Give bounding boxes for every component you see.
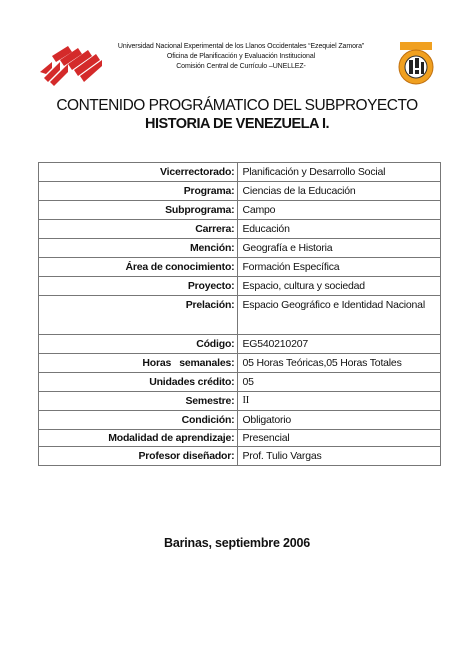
row-label: Prelación: — [39, 296, 238, 335]
row-label: Condición: — [39, 411, 238, 430]
institution-header — [110, 42, 372, 72]
header-line-3: Comisión Central de Currículo –UNELLEZ- — [176, 63, 306, 70]
row-label: Unidades crédito: — [39, 373, 238, 392]
document-title: CONTENIDO PROGRÁMATICO DEL SUBPROYECTO — [56, 97, 418, 114]
seal-top-band — [400, 42, 432, 50]
table-row — [39, 163, 441, 182]
row-value: Planificación y Desarrollo Social — [238, 163, 441, 182]
row-label: Proyecto: — [39, 277, 238, 296]
unellez-logo — [38, 42, 104, 86]
place-date: Barinas, septiembre 2006 — [164, 536, 310, 550]
row-value: Ciencias de la Educación — [238, 182, 441, 201]
header-line-1: Universidad Nacional Experimental de los Llanos Occidentales “Ezequiel Zamora” — [117, 43, 365, 50]
row-label: Área de conocimiento: — [39, 258, 238, 277]
row-label: Modalidad de aprendizaje: — [39, 430, 238, 447]
university-seal — [396, 40, 436, 86]
table-row — [39, 258, 441, 277]
row-label: Programa: — [39, 182, 238, 201]
row-label: Código: — [39, 335, 238, 354]
row-value: Geografía e Historia — [238, 239, 441, 258]
row-label: Subprograma: — [39, 201, 238, 220]
table-row — [39, 447, 441, 466]
header-line-2: Oficina de Planificación y Evaluación Institucional — [166, 53, 316, 60]
row-label: Mención: — [39, 239, 238, 258]
table-row — [39, 335, 441, 354]
subproject-title: HISTORIA DE VENEZUELA I. — [144, 116, 330, 132]
row-label: Horas semanales: — [39, 354, 238, 373]
row-value: Presencial — [238, 430, 441, 447]
row-label: Semestre: — [39, 392, 238, 411]
table-row — [39, 411, 441, 430]
table-row — [39, 239, 441, 258]
row-value: II — [238, 392, 441, 411]
table-row — [39, 201, 441, 220]
row-value: EG540210207 — [238, 335, 441, 354]
row-label: Profesor diseñador: — [39, 447, 238, 466]
table-row — [39, 392, 441, 411]
table-row — [39, 220, 441, 239]
row-label: Carrera: — [39, 220, 238, 239]
table-row — [39, 296, 441, 335]
row-value: 05 — [238, 373, 441, 392]
course-info-table — [38, 162, 441, 466]
row-value: Educación — [238, 220, 441, 239]
table-row — [39, 430, 441, 447]
row-value: Formación Específica — [238, 258, 441, 277]
row-value: 05 Horas Teóricas,05 Horas Totales — [238, 354, 441, 373]
row-label: Vicerrectorado: — [39, 163, 238, 182]
table-row — [39, 373, 441, 392]
row-value: Espacio, cultura y sociedad — [238, 277, 441, 296]
row-value: Obligatorio — [238, 411, 441, 430]
row-value: Prof. Tulio Vargas — [238, 447, 441, 466]
row-value: Campo — [238, 201, 441, 220]
table-row — [39, 354, 441, 373]
row-value: Espacio Geográfico e Identidad Nacional — [238, 296, 441, 335]
table-row — [39, 277, 441, 296]
table-row — [39, 182, 441, 201]
